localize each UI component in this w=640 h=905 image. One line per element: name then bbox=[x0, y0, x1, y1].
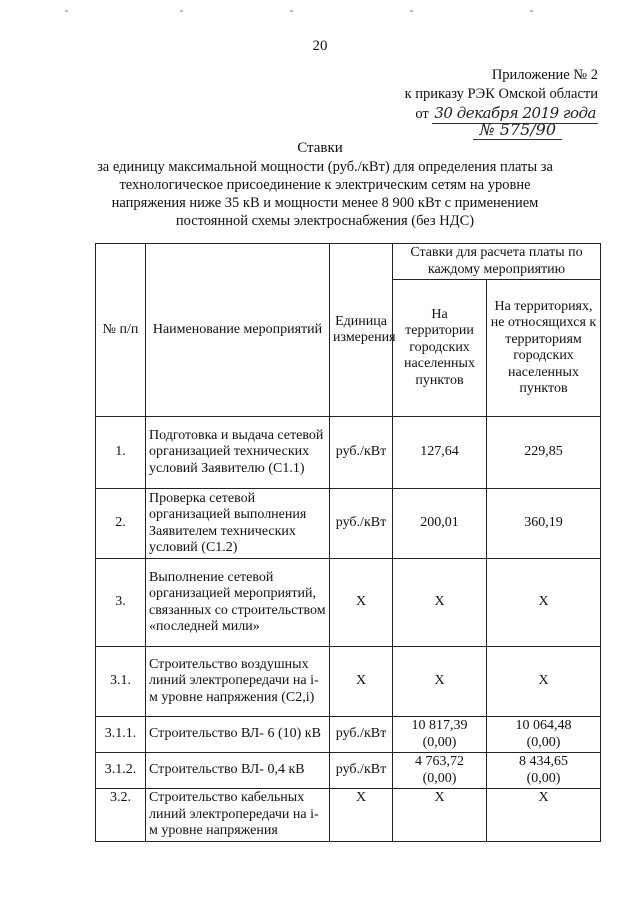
row-unit: X bbox=[330, 789, 393, 842]
row-urban-value: 4 763,72 bbox=[415, 754, 464, 769]
table-row bbox=[96, 417, 601, 489]
scan-artifacts bbox=[60, 10, 580, 14]
table-row bbox=[96, 753, 601, 789]
row-urban: X bbox=[393, 789, 487, 842]
row-num: 1. bbox=[96, 417, 146, 489]
table-row bbox=[96, 717, 601, 753]
row-unit: X bbox=[330, 559, 393, 647]
row-rural: X bbox=[487, 647, 601, 717]
header-urban: На территории городских населенных пунктов bbox=[393, 280, 487, 417]
row-rural-sub: (0,00) bbox=[526, 770, 561, 786]
header-rural: На территориях, не относящихся к территориям городских населенных пунктов bbox=[487, 280, 601, 417]
row-urban: 200,01 bbox=[393, 489, 487, 559]
row-name: Строительство ВЛ- 0,4 кВ bbox=[146, 753, 330, 789]
document-title: Ставки bbox=[297, 140, 343, 156]
row-unit: руб./кВт bbox=[330, 717, 393, 753]
document-subtitle: за единицу максимальной мощности (руб./кВт) для определения платы за технологическое присоединение к электрическим сетям на уровне напряжения ниже 35 кВ и мощности менее 8 900 кВт с применением постоянной схемы электроснабжения (без НДС) bbox=[97, 159, 553, 229]
row-name: Строительство кабельных линий электропередачи на i-м уровне напряжения bbox=[146, 789, 330, 842]
row-unit: руб./кВт bbox=[330, 489, 393, 559]
row-rural: 229,85 bbox=[487, 417, 601, 489]
row-unit: руб./кВт bbox=[330, 753, 393, 789]
row-num: 3.2. bbox=[96, 789, 146, 842]
row-rural: X bbox=[487, 789, 601, 842]
row-num: 3.1.1. bbox=[96, 717, 146, 753]
row-rural: 360,19 bbox=[487, 489, 601, 559]
header-unit: Единица измерения bbox=[330, 244, 393, 417]
row-name: Строительство воздушных линий электропередачи на i-м уровне напряжения (С2,i) bbox=[146, 647, 330, 717]
row-name: Проверка сетевой организацией выполнения Заявителем технических условий (С1.2) bbox=[146, 489, 330, 559]
appendix-header bbox=[405, 66, 598, 124]
header-name: Наименование мероприятий bbox=[146, 244, 330, 417]
appendix-title: Приложение № 2 bbox=[491, 67, 598, 83]
row-num: 3. bbox=[96, 559, 146, 647]
row-rural-value: 8 434,65 bbox=[519, 754, 568, 769]
row-urban: 127,64 bbox=[393, 417, 487, 489]
handwritten-order-number: № 575/90 bbox=[473, 120, 562, 140]
header-rates-group: Ставки для расчета платы по каждому мероприятию bbox=[393, 244, 601, 280]
table-row bbox=[96, 647, 601, 717]
table-row bbox=[96, 489, 601, 559]
table-row bbox=[96, 789, 601, 842]
row-num: 3.1. bbox=[96, 647, 146, 717]
page-number: 20 bbox=[312, 38, 328, 54]
table-row bbox=[96, 559, 601, 647]
row-rural-sub: (0,00) bbox=[526, 734, 561, 750]
row-urban-value: 10 817,39 bbox=[411, 718, 468, 733]
row-unit: X bbox=[330, 647, 393, 717]
row-num: 3.1.2. bbox=[96, 753, 146, 789]
row-name: Подготовка и выдача сетевой организацией технических условий Заявителю (С1.1) bbox=[146, 417, 330, 489]
row-urban: X bbox=[393, 647, 487, 717]
row-urban-sub: (0,00) bbox=[422, 770, 457, 786]
row-rural bbox=[487, 753, 601, 789]
row-rural bbox=[487, 717, 601, 753]
date-prefix: от bbox=[415, 106, 429, 122]
row-urban-sub: (0,00) bbox=[422, 734, 457, 750]
header-num: № п/п bbox=[96, 244, 146, 417]
row-name: Выполнение сетевой организацией мероприятий, связанных со строительством «последней мили» bbox=[146, 559, 330, 647]
order-reference: к приказу РЭК Омской области bbox=[404, 86, 598, 102]
row-rural: X bbox=[487, 559, 601, 647]
row-urban bbox=[393, 717, 487, 753]
row-unit: руб./кВт bbox=[330, 417, 393, 489]
rates-table bbox=[95, 243, 601, 842]
row-rural-value: 10 064,48 bbox=[515, 718, 572, 733]
row-urban: X bbox=[393, 559, 487, 647]
row-num: 2. bbox=[96, 489, 146, 559]
handwritten-date: 30 декабря 2019 года bbox=[434, 104, 596, 122]
row-name: Строительство ВЛ- 6 (10) кВ bbox=[146, 717, 330, 753]
row-urban bbox=[393, 753, 487, 789]
